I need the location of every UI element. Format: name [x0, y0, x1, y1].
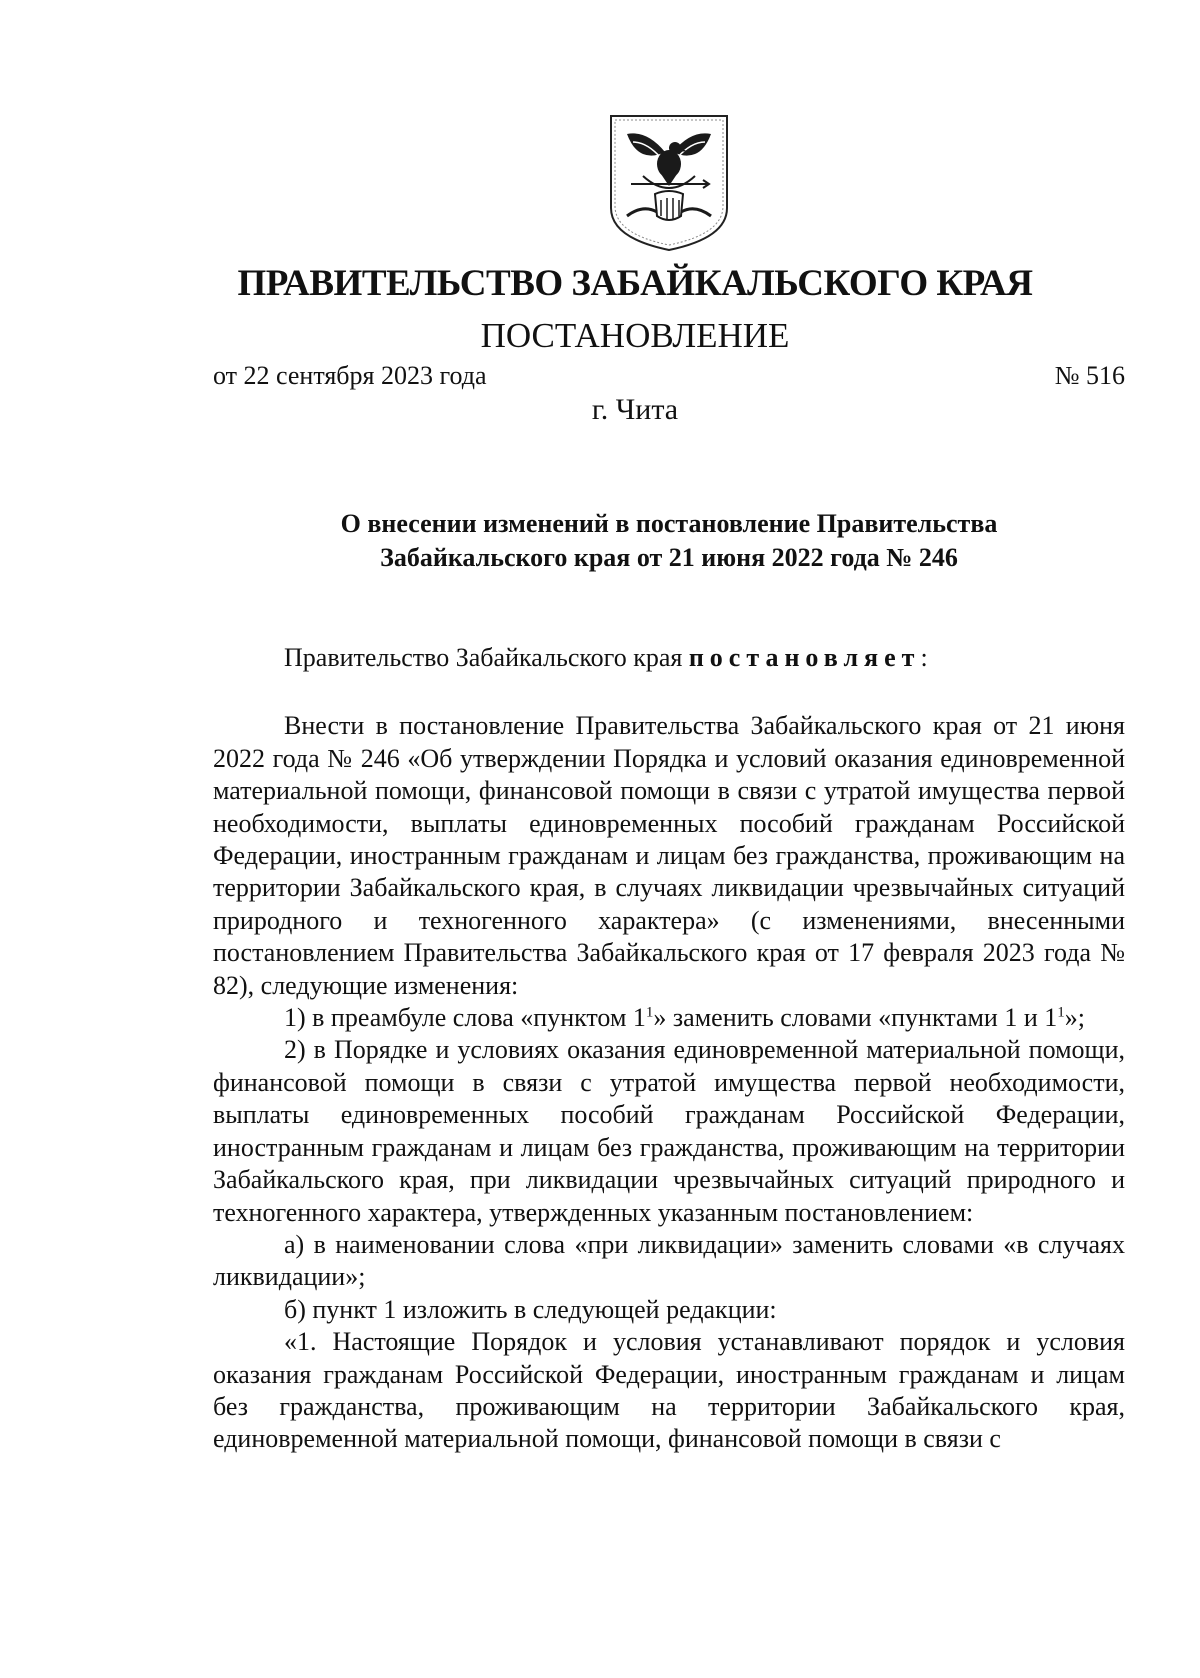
body-paragraph-1: Внести в постановление Правительства Забайкальского края от 21 июня 2022 года № 246 «Об утверждении Порядка и условий оказания единовременной материальной помощи, финансовой помощи в связи с утратой имущества первой необходимости, выплаты единовременных пособий гражданам Российской Федерации, иностранным гражданам и лицам без гражданства, проживающим на территории Забайкальского края, в случаях ликвидации чрезвычайных ситуаций природного и техногенного характера» (с изменениями, внесенными постановлением Правительства Забайкальского края от 17 февраля 2023 года № 82), следующие изменения: [213, 711, 1125, 1000]
body-paragraph-3: 2) в Порядке и условиях оказания единовременной материальной помощи, финансовой помощи в связи с утратой имущества первой необходимости, выплаты единовременных пособий гражданам Российской Федерации, иностранным гражданам и лицам без гражданства, проживающим на территории Забайкальского края, при ликвидации чрезвычайных ситуаций природного и техногенного характера, утвержденных указанным постановлением: [213, 1035, 1125, 1227]
coat-of-arms-icon [607, 112, 731, 252]
document-number: № 516 [1054, 361, 1125, 390]
subject-line-2: Забайкальского края от 21 июня 2022 года № 246 [380, 543, 958, 572]
p2-superscript-1: 1 [645, 1004, 654, 1021]
document-city: г. Чита [591, 393, 679, 426]
body-paragraph-4: а) в наименовании слова «при ликвидации» заменить словами «в случаях ликвидации»; [213, 1229, 1125, 1292]
p2-superscript-2: 1 [1057, 1004, 1065, 1021]
preamble-emphasis: постановляет [688, 643, 921, 672]
coat-of-arms-emblem [607, 112, 731, 252]
preamble-paragraph [213, 642, 1125, 674]
preamble-text: Правительство Забайкальского края [284, 643, 689, 672]
government-title: ПРАВИТЕЛЬСТВО ЗАБАЙКАЛЬСКОГО КРАЯ [237, 263, 1033, 304]
subject-line-1: О внесении изменений в постановление Правительства [340, 509, 998, 538]
document-date: от 22 сентября 2023 года [213, 361, 487, 390]
body-paragraph-2 [213, 1002, 1125, 1034]
p2-text-b: » заменить словами «пунктами 1 и 1 [653, 1003, 1058, 1033]
document-body [213, 642, 1125, 1456]
document-type: ПОСТАНОВЛЕНИЕ [480, 316, 790, 355]
document-subject [213, 507, 1125, 575]
p2-text-c: »; [1064, 1003, 1085, 1033]
body-paragraph-5: б) пункт 1 изложить в следующей редакции: [284, 1294, 777, 1324]
preamble-end: : [920, 643, 928, 672]
body-paragraph-6: «1. Настоящие Порядок и условия устанавливают порядок и условия оказания гражданам Российской Федерации, иностранным гражданам и лицам без гражданства, проживающим на территории Забайкальского края, единовременной материальной помощи, финансовой помощи в связи с [213, 1327, 1125, 1454]
p2-text-a: 1) в преамбуле слова «пунктом 1 [284, 1003, 646, 1033]
